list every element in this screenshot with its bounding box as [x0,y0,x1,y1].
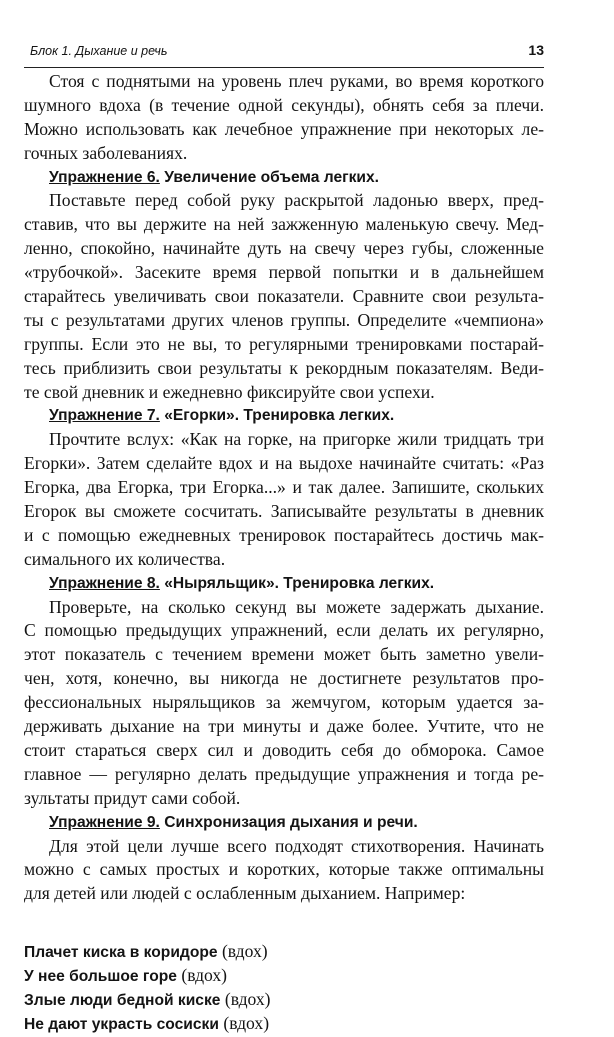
exercise-8-paragraph [24,596,544,811]
poem-text: Плачет киска в коридоре [24,944,218,962]
text-line: ставив, что вы держите на ней зажженную маленькую свечу. Мед- [24,214,544,235]
text-line: чен, хотя, конечно, вы никогда не достигнете результатов про- [24,668,544,689]
running-title: Блок 1. Дыхание и речь [30,44,168,58]
text-line: ты с результатами других членов группы. Определите «чемпиона» [24,309,544,330]
poem-note: (вдох) [224,988,271,1009]
poem-text: У нее большое горе [24,968,177,986]
text-line: можно с самых простых и коротких, которые также оптимальны [24,859,544,880]
exercise-6-paragraph [24,189,544,404]
text-line: С помощью предыдущих упражнений, если делать их регулярно, [24,620,544,641]
text-line: Егорок вы сможете сосчитать. Записывайте результаты в дневник [24,501,544,522]
text-line: гочных заболеваниях. [24,142,188,163]
text-line: Для этой цели лучше всего подходят стихотворения. Начинать [49,835,544,856]
poem-note: (вдох) [221,941,268,962]
text-line: Стоя с поднятыми на уровень плеч руками, во время короткого [49,71,544,91]
poem-line [24,1012,544,1036]
text-line: Поставьте перед собой руку раскрытой ладонью вверх, пред- [49,190,544,211]
poem-text: Злые люди бедной киске [24,991,221,1009]
text-line: держивать дыхание на три минуты и даже более. Учтите, что не [24,716,544,737]
exercise-number: Упражнение 8. [49,574,160,592]
text-line: Прочтите вслух: «Как на горке, на пригорке жили тридцать три [49,429,544,450]
exercise-9-heading [24,811,544,835]
text-line: «трубочкой». Засеките время первой попытки и в дальнейшем [24,262,544,283]
text-line: этот показатель с течением времени может быть заметно увели- [24,644,544,665]
spacer [24,906,544,940]
exercise-title: Увеличение объема легких. [164,168,380,186]
text-line: старайтесь увеличивать свои показатели. Сравните свои результа- [24,286,544,307]
text-line: шумного вдоха (в течение одной секунды), обнять себя за плечи. [24,94,544,115]
intro-paragraph [24,70,544,166]
text-line: группы. Если это не вы, то регулярными тренировками постарай- [24,333,544,354]
exercise-number: Упражнение 9. [49,813,160,831]
exercise-title: «Ныряльщик». Тренировка легких. [164,574,435,592]
running-header [24,40,544,62]
text-line: для детей или людей с ослабленным дыханием. Например: [24,883,466,904]
text-line: симального их количества. [24,548,226,569]
text-line: главное — регулярно делать предыдущие упражнения и тогда ре- [24,763,544,784]
poem-note: (вдох) [223,1012,270,1033]
text-line: стоит стараться сверх сил и доводить себя до обморока. Самое [24,739,544,760]
exercise-9-paragraph [24,835,544,907]
exercise-number: Упражнение 6. [49,168,160,186]
poem [24,940,544,1036]
exercise-title: «Егорки». Тренировка легких. [164,407,395,425]
exercise-title: Синхронизация дыхания и речи. [164,813,418,831]
exercise-7-paragraph [24,428,544,571]
header-rule [24,67,544,68]
text-line: Егорка, два Егорка, три Егорка...» и так далее. Запишите, скольких [24,477,544,498]
exercise-8-heading [24,572,544,596]
text-line: Можно использовать как лечебное упражнение при некоторых ле- [24,118,544,139]
text-line: тесь приблизить свои результаты к рекордным показателям. Веди- [24,357,544,378]
poem-note: (вдох) [181,965,228,986]
text-line: Егорки». Затем сделайте вдох и на выдохе начинайте считать: «Раз [24,453,544,474]
text-line: те свой дневник и ежедневно фиксируйте свои успехи. [24,381,435,402]
exercise-number: Упражнение 7. [49,407,160,425]
text-line: ленно, спокойно, начинайте дуть на свечу через губы, сложенные [24,238,544,259]
text-line: Проверьте, на сколько секунд вы можете задержать дыхание. [49,596,544,617]
page-body [24,70,544,1036]
exercise-7-heading [24,404,544,428]
page-number: 13 [528,42,544,58]
text-line: фессиональных ныряльщиков за жемчугом, которым удается за- [24,692,544,713]
poem-line [24,940,544,964]
poem-text: Не дают украсть сосиски [24,1015,219,1033]
exercise-6-heading [24,166,544,190]
text-line: и с помощью ежедневных тренировок постарайтесь достичь мак- [24,524,544,545]
text-line: зультаты придут сами собой. [24,787,241,808]
poem-line [24,964,544,988]
